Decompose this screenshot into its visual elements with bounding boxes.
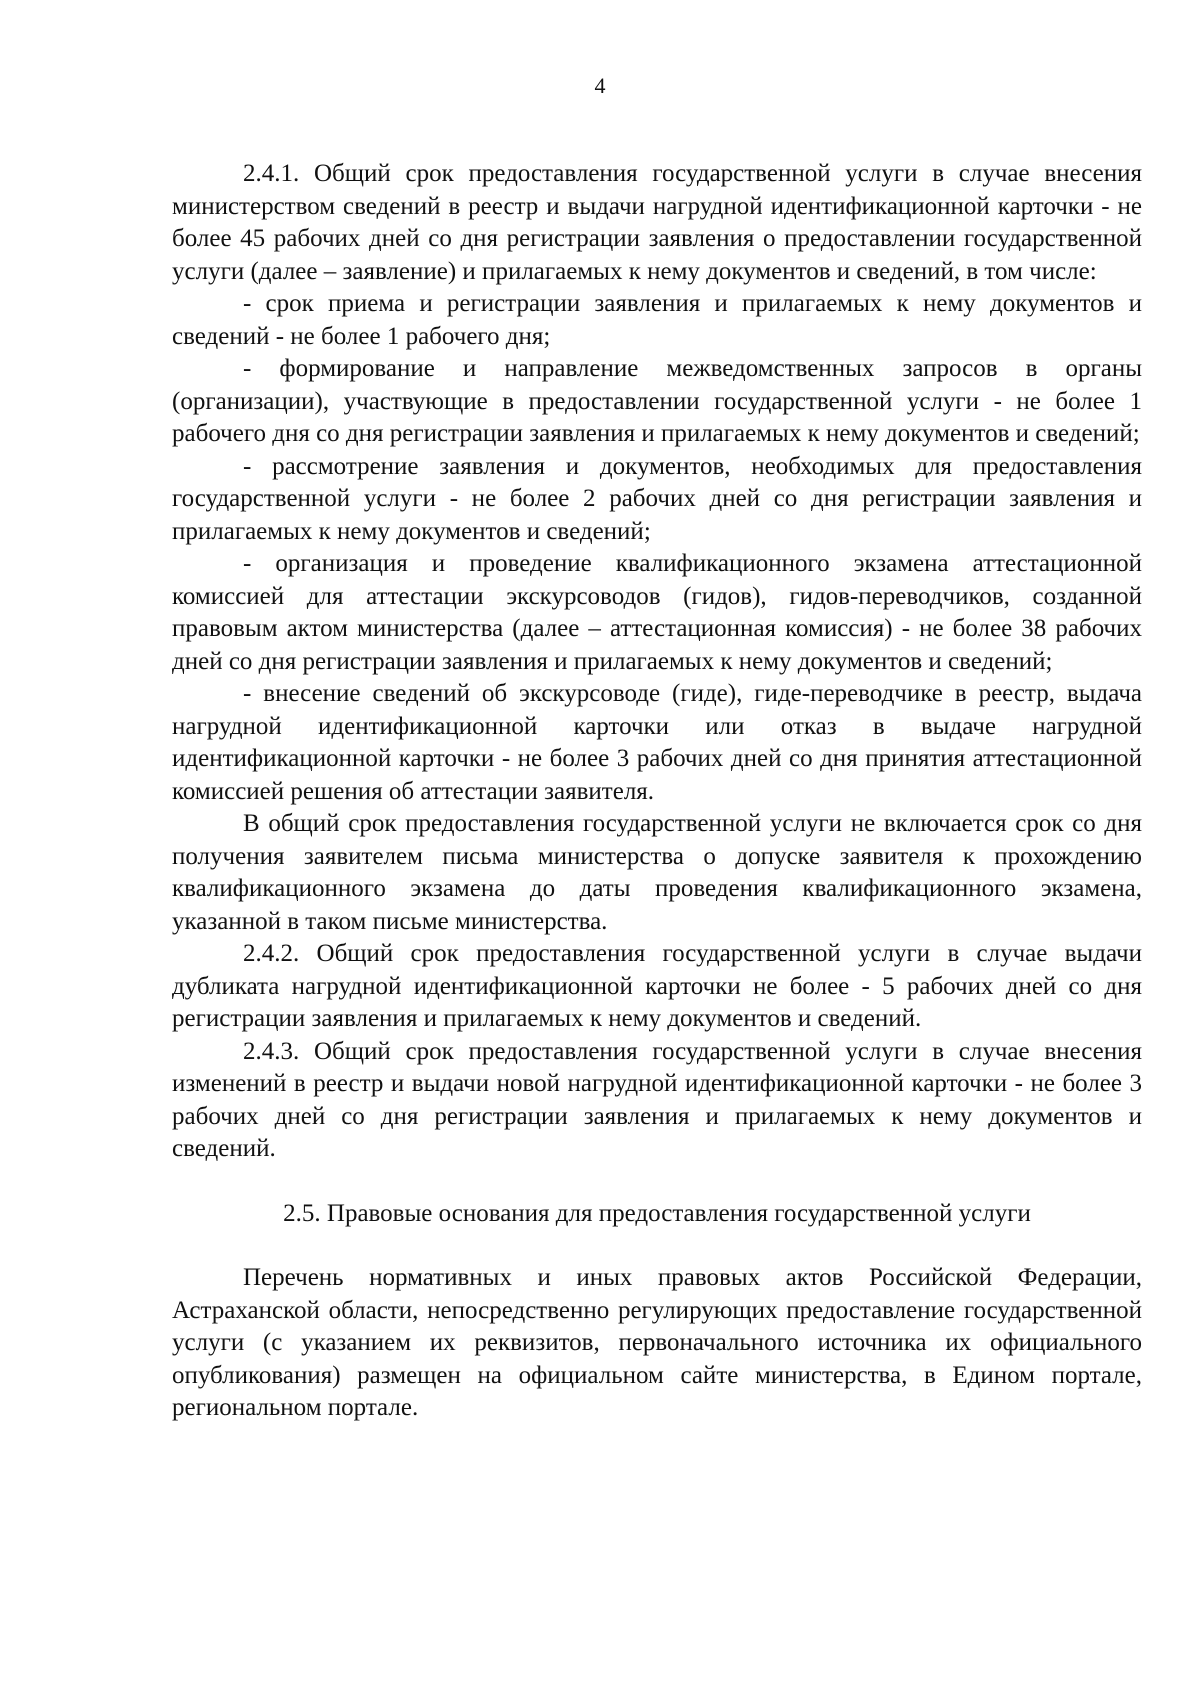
list-item-reception-registration: - срок приема и регистрации заявления и прилагаемых к нему документов и сведений - не более 1 рабочего дня; <box>172 290 1142 350</box>
section-heading-2-5: 2.5. Правовые основания для предоставления государственной услуги <box>283 1199 1031 1227</box>
list-item-qualification-exam: - организация и проведение квалификационного экзамена аттестационной комиссией для аттестации экскурсоводов (гидов), гидов-переводчиков, созданной правовым актом министерства (далее – аттестационная комиссия) - не более 38 рабочих дней со дня регистрации заявления и прилагаемых к нему документов и сведений; <box>172 550 1142 675</box>
paragraph-term-exclusion: В общий срок предоставления государственной услуги не включается срок со дня получения заявителем письма министерства о допуске заявителя к прохождению квалификационного экзамена до даты проведения квалификационного экзамена, указанной в таком письме министерства. <box>172 810 1142 935</box>
paragraph-2-4-3: 2.4.3. Общий срок предоставления государственной услуги в случае внесения изменений в реестр и выдачи новой нагрудной идентификационной карточки - не более 3 рабочих дней со дня регистрации заявления и прилагаемых к нему документов и сведений. <box>172 1037 1142 1162</box>
paragraph-2-4-1: 2.4.1. Общий срок предоставления государственной услуги в случае внесения министерством сведений в реестр и выдачи нагрудной идентификационной карточки - не более 45 рабочих дней со дня регистрации заявления о предоставлении государственной услуги (далее – заявление) и прилагаемых к нему документов и сведений, в том числе: <box>172 160 1142 285</box>
paragraph-2-4-2: 2.4.2. Общий срок предоставления государственной услуги в случае выдачи дубликата нагрудной идентификационной карточки не более - 5 рабочих дней со дня регистрации заявления и прилагаемых к нему документов и сведений. <box>172 940 1142 1032</box>
page-number: 4 <box>594 73 606 98</box>
list-item-interagency-requests: - формирование и направление межведомственных запросов в органы (организации), участвующие в предоставлении государственной услуги - не более 1 рабочего дня со дня регистрации заявления и прилагаемых к нему документов и сведений; <box>172 355 1142 447</box>
document-body <box>172 158 1142 1425</box>
list-item-document-review: - рассмотрение заявления и документов, необходимых для предоставления государственной услуги - не более 2 рабочих дней со дня регистрации заявления и прилагаемых к нему документов и сведений; <box>172 452 1142 545</box>
list-item-registry-entry: - внесение сведений об экскурсоводе (гиде), гиде-переводчике в реестр, выдача нагрудной идентификационной карточки или отказ в выдаче нагрудной идентификационной карточки - не более 3 рабочих дней со дня принятия аттестационной комиссией решения об аттестации заявителя. <box>172 680 1142 805</box>
paragraph-legal-acts-list: Перечень нормативных и иных правовых актов Российской Федерации, Астраханской области, непосредственно регулирующих предоставление государственной услуги (с указанием их реквизитов, первоначального источника их официального опубликования) размещен на официальном сайте министерства, в Едином портале, региональном портале. <box>172 1264 1142 1421</box>
